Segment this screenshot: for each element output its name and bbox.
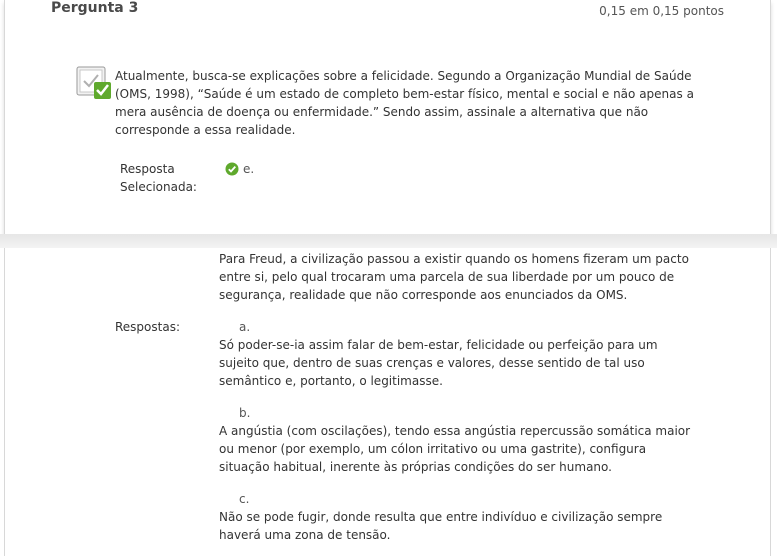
scroll-divider	[0, 234, 777, 248]
option-b-letter: b.	[239, 406, 251, 420]
question-title: Pergunta 3	[51, 0, 139, 16]
correct-question-icon	[76, 66, 112, 100]
option-c-letter: c.	[239, 492, 250, 506]
option-a-text: Só poder-se-ia assim falar de bem-estar, felicidade ou perfeição para um sujeito que, dentro de suas crenças e valores, desse sentido de tal uso semântico e, portanto, o legitimasse.	[219, 338, 658, 388]
selected-answer	[225, 160, 254, 178]
option-a-letter: a.	[239, 320, 251, 334]
option-c-text: Não se pode fugir, donde resulta que entre indivíduo e civilização sempre haverá uma zona de tensão.	[219, 510, 663, 542]
check-circle-icon	[225, 162, 239, 176]
question-panel	[4, 0, 771, 234]
selected-answer-letter: e.	[243, 162, 255, 176]
selected-answer-text: Para Freud, a civilização passou a existir quando os homens fizeram um pacto entre si, pelo qual trocaram uma parcela de sua liberdade por um pouco de segurança, realidade que não corresponde aos enunciados da OMS.	[219, 252, 689, 302]
option-b-text: A angústia (com oscilações), tendo essa angústia repercussão somática maior ou menor (por exemplo, um cólon irritativo ou uma gastrite), configura situação habitual, inerente às próprias condições do ser humano.	[219, 424, 691, 474]
question-points: 0,15 em 0,15 pontos	[599, 4, 724, 18]
selected-answer-label: Resposta Selecionada:	[120, 162, 197, 194]
question-text: Atualmente, busca-se explicações sobre a felicidade. Segundo a Organização Mundial de Saúde (OMS, 1998), “Saúde é um estado de completo bem-estar físico, mental e social e não apenas a mera ausência de doença ou enfermidade.” Sendo assim, assinale a alternativa que não corresponde a essa realidade.	[115, 69, 694, 137]
answers-label: Respostas:	[115, 320, 180, 334]
